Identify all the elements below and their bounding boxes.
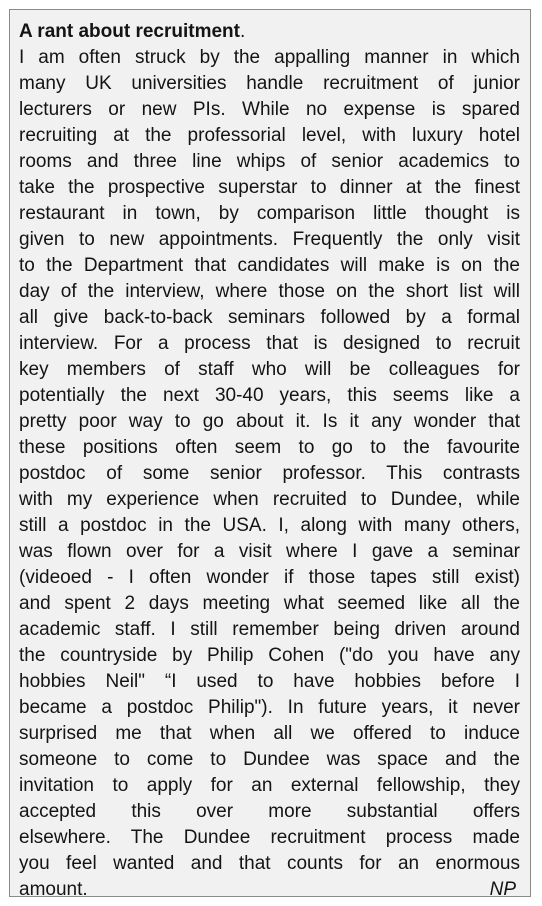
- author-signature: NP: [489, 879, 516, 900]
- body-line: became a postdoc Philip"). In future years, it never: [19, 697, 520, 718]
- body-line: rooms and three line whips of senior academics to: [19, 151, 520, 172]
- body-line: these positions often seem to go to the favourite: [19, 437, 520, 458]
- body-line: someone to come to Dundee was space and the: [19, 749, 520, 770]
- body-line: lecturers or new PIs. While no expense is spared: [19, 99, 520, 120]
- body-line: the countryside by Philip Cohen ("do you have any: [19, 645, 520, 666]
- body-line: was flown over for a visit where I gave a seminar: [19, 541, 520, 562]
- closing-text: amount.: [19, 879, 88, 900]
- article-box: [9, 9, 531, 900]
- body-line: day of the interview, where those on the short list will: [19, 281, 520, 302]
- body-line: take the prospective superstar to dinner at the finest: [19, 177, 520, 198]
- body-line: I am often struck by the appalling manner in which: [19, 47, 520, 68]
- body-line: elsewhere. The Dundee recruitment process made: [19, 827, 520, 848]
- body-line: surprised me that when all we offered to induce: [19, 723, 520, 744]
- body-line: to the Department that candidates will make is on the: [19, 255, 520, 276]
- body-line: potentially the next 30-40 years, this seems like a: [19, 385, 520, 406]
- body-line: (videoed - I often wonder if those tapes still exist): [19, 567, 520, 588]
- body-line: many UK universities handle recruitment of junior: [19, 73, 520, 94]
- article-heading: [19, 19, 520, 45]
- body-line: accepted this over more substantial offers: [19, 801, 520, 822]
- closing-line: [19, 877, 520, 903]
- body-line: postdoc of some senior professor. This contrasts: [19, 463, 520, 484]
- body-line: interview. For a process that is designed to recruit: [19, 333, 520, 354]
- body-line: restaurant in town, by comparison little thought is: [19, 203, 520, 224]
- body-line: with my experience when recruited to Dundee, while: [19, 489, 520, 510]
- body-line: all give back-to-back seminars followed by a formal: [19, 307, 520, 328]
- body-line: pretty poor way to go about it. Is it any wonder that: [19, 411, 520, 432]
- article-title: A rant about recruitment: [19, 21, 240, 42]
- body-line: you feel wanted and that counts for an enormous: [19, 853, 520, 874]
- body-line: hobbies Neil" “I used to have hobbies before I: [19, 671, 520, 692]
- body-line: and spent 2 days meeting what seemed like all the: [19, 593, 520, 614]
- body-line: still a postdoc in the USA. I, along with many others,: [19, 515, 520, 536]
- body-line: invitation to apply for an external fellowship, they: [19, 775, 520, 796]
- body-line: academic staff. I still remember being driven around: [19, 619, 520, 640]
- body-line: key members of staff who will be colleagues for: [19, 359, 520, 380]
- body-line: recruiting at the professorial level, with luxury hotel: [19, 125, 520, 146]
- body-line: given to new appointments. Frequently the only visit: [19, 229, 520, 250]
- article-title-punct: .: [240, 21, 246, 42]
